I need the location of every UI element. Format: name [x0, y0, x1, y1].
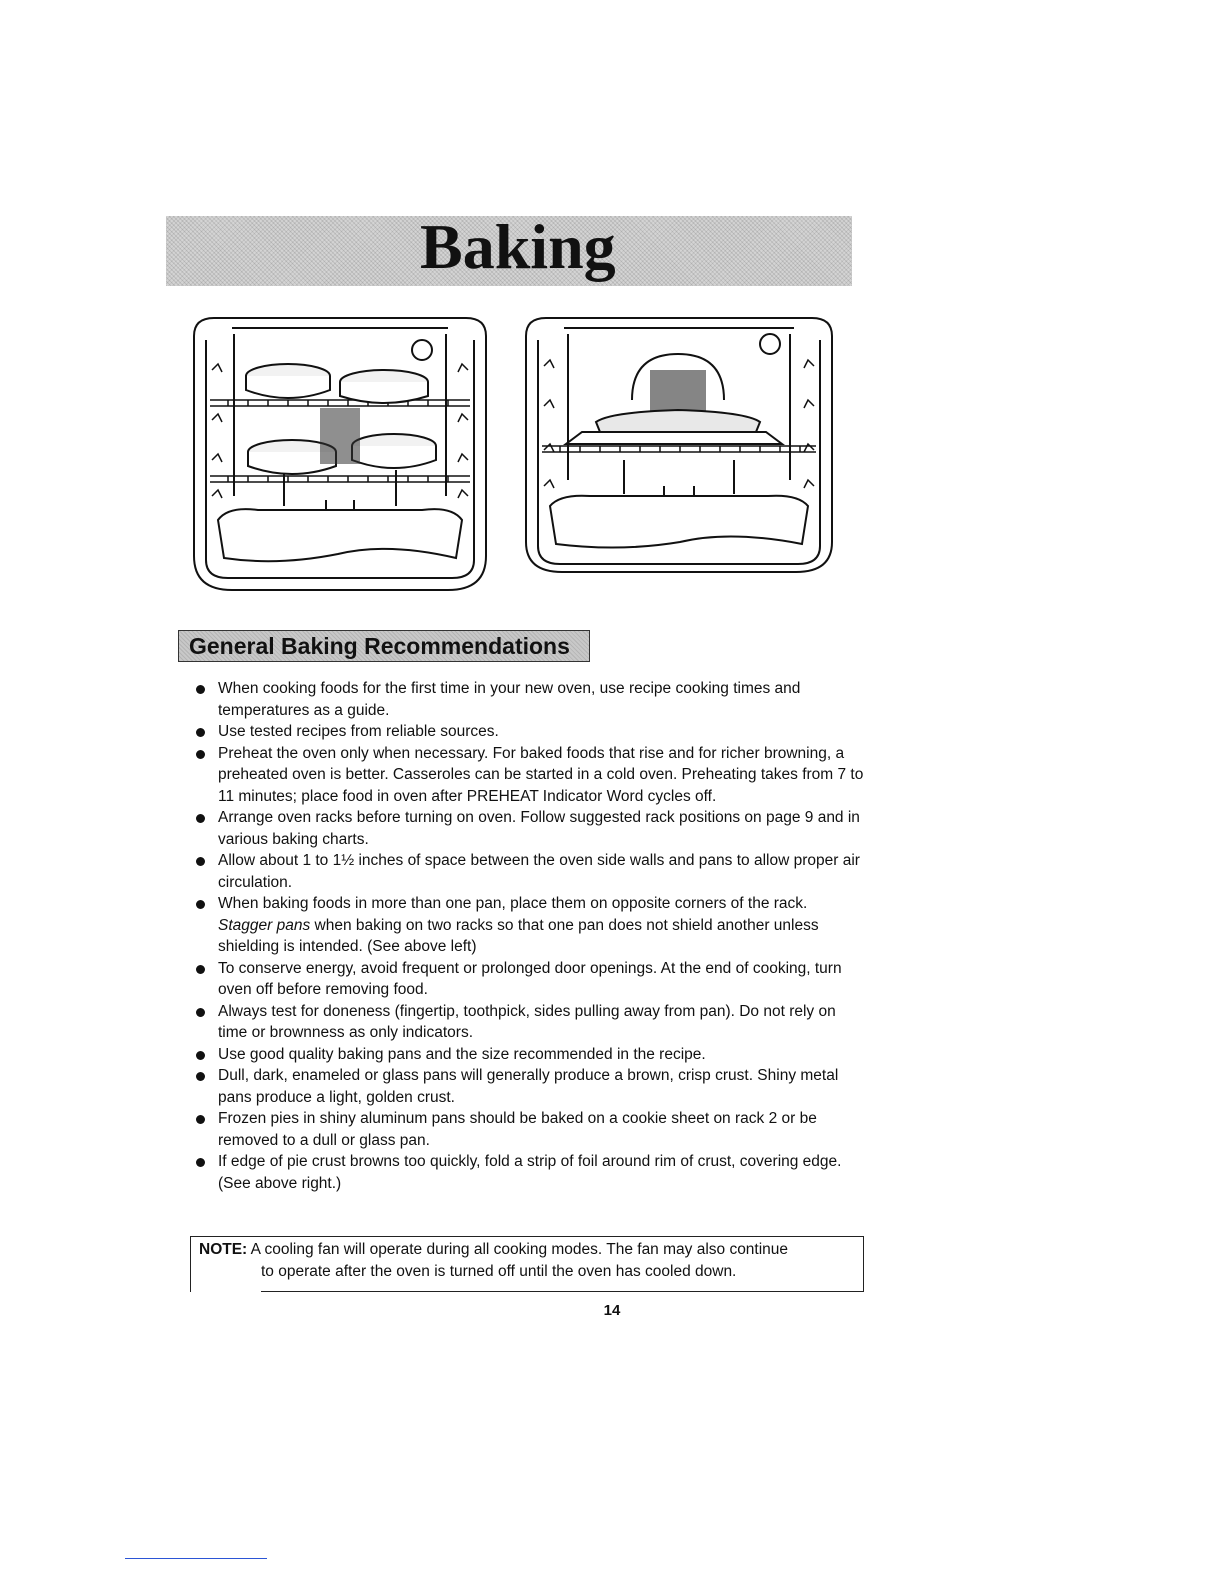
tip-text: Arrange oven racks before turning on oven. Follow suggested rack positions on page 9 and in various baking charts.	[218, 809, 860, 848]
list-item	[196, 850, 864, 893]
note-box	[190, 1236, 864, 1292]
tip-text: If edge of pie crust browns too quickly, fold a strip of foil around rim of crust, covering edge. (See above right.)	[218, 1153, 842, 1192]
list-item	[196, 1044, 864, 1066]
oven-single-rack-illustration	[520, 310, 838, 578]
page-number: 14	[603, 1302, 621, 1319]
bullet-icon	[196, 1008, 205, 1017]
bullet-icon	[196, 857, 205, 866]
note-bottom-rule	[261, 1291, 863, 1292]
bullet-icon	[196, 750, 205, 759]
note-line-1: A cooling fan will operate during all cooking modes. The fan may also continue	[250, 1241, 789, 1258]
section-heading: General Baking Recommendations	[178, 630, 590, 662]
bullet-icon	[196, 814, 205, 823]
bullet-icon	[196, 1072, 205, 1081]
list-item	[196, 1065, 864, 1108]
tip-text: Dull, dark, enameled or glass pans will generally produce a brown, crisp crust. Shiny metal pans produce a light, golden crust.	[218, 1067, 839, 1106]
tip-text: Use tested recipes from reliable sources.	[218, 723, 499, 740]
baking-tips-list	[196, 678, 864, 1194]
tip-text: Always test for doneness (fingertip, toothpick, sides pulling away from pan). Do not rely on time or brownness as only indicators.	[218, 1002, 836, 1041]
list-item	[196, 678, 864, 721]
list-item	[196, 1108, 864, 1151]
bullet-icon	[196, 900, 205, 909]
list-item	[196, 1151, 864, 1194]
bullet-icon	[196, 1158, 205, 1167]
tip-text-before: When baking foods in more than one pan, place them on opposite corners of the rack.	[218, 895, 808, 912]
list-item	[196, 893, 864, 958]
tip-text: Allow about 1 to 1½ inches of space between the oven side walls and pans to allow proper air circulation.	[218, 852, 860, 891]
list-item	[196, 807, 864, 850]
tip-text: Frozen pies in shiny aluminum pans should be baked on a cookie sheet on rack 2 or be removed to a dull or glass pan.	[218, 1110, 817, 1149]
page-title: Baking	[420, 211, 616, 282]
bullet-icon	[196, 965, 205, 974]
bullet-icon	[196, 685, 205, 694]
tip-text: When cooking foods for the first time in your new oven, use recipe cooking times and temperatures as a guide.	[218, 680, 801, 719]
footer-rule	[125, 1558, 267, 1559]
list-item	[196, 958, 864, 1001]
list-item	[196, 1001, 864, 1044]
bullet-icon	[196, 1115, 205, 1124]
tip-emphasis: Stagger pans	[218, 916, 311, 934]
note-line-2: to operate after the oven is turned off until the oven has cooled down.	[261, 1263, 737, 1280]
bullet-icon	[196, 728, 205, 737]
tip-text: Use good quality baking pans and the size recommended in the recipe.	[218, 1045, 706, 1063]
bullet-icon	[196, 1051, 205, 1060]
tip-text: To conserve energy, avoid frequent or prolonged door openings. At the end of cooking, turn oven off before removing food.	[218, 959, 842, 998]
tip-text-after: when baking on two racks so that one pan does not shield another unless shielding is intended. (See above left)	[218, 916, 819, 955]
list-item	[196, 743, 864, 808]
note-label: NOTE:	[199, 1241, 248, 1258]
oven-two-racks-illustration	[188, 310, 492, 594]
tip-text: Preheat the oven only when necessary. For baked foods that rise and for richer browning, a preheated oven is better. Casseroles can be started in a cold oven. Preheating takes from 7 to 11 minutes; place food in oven after PREHEAT Indicator Word cycles off.	[218, 744, 864, 805]
list-item	[196, 721, 864, 743]
